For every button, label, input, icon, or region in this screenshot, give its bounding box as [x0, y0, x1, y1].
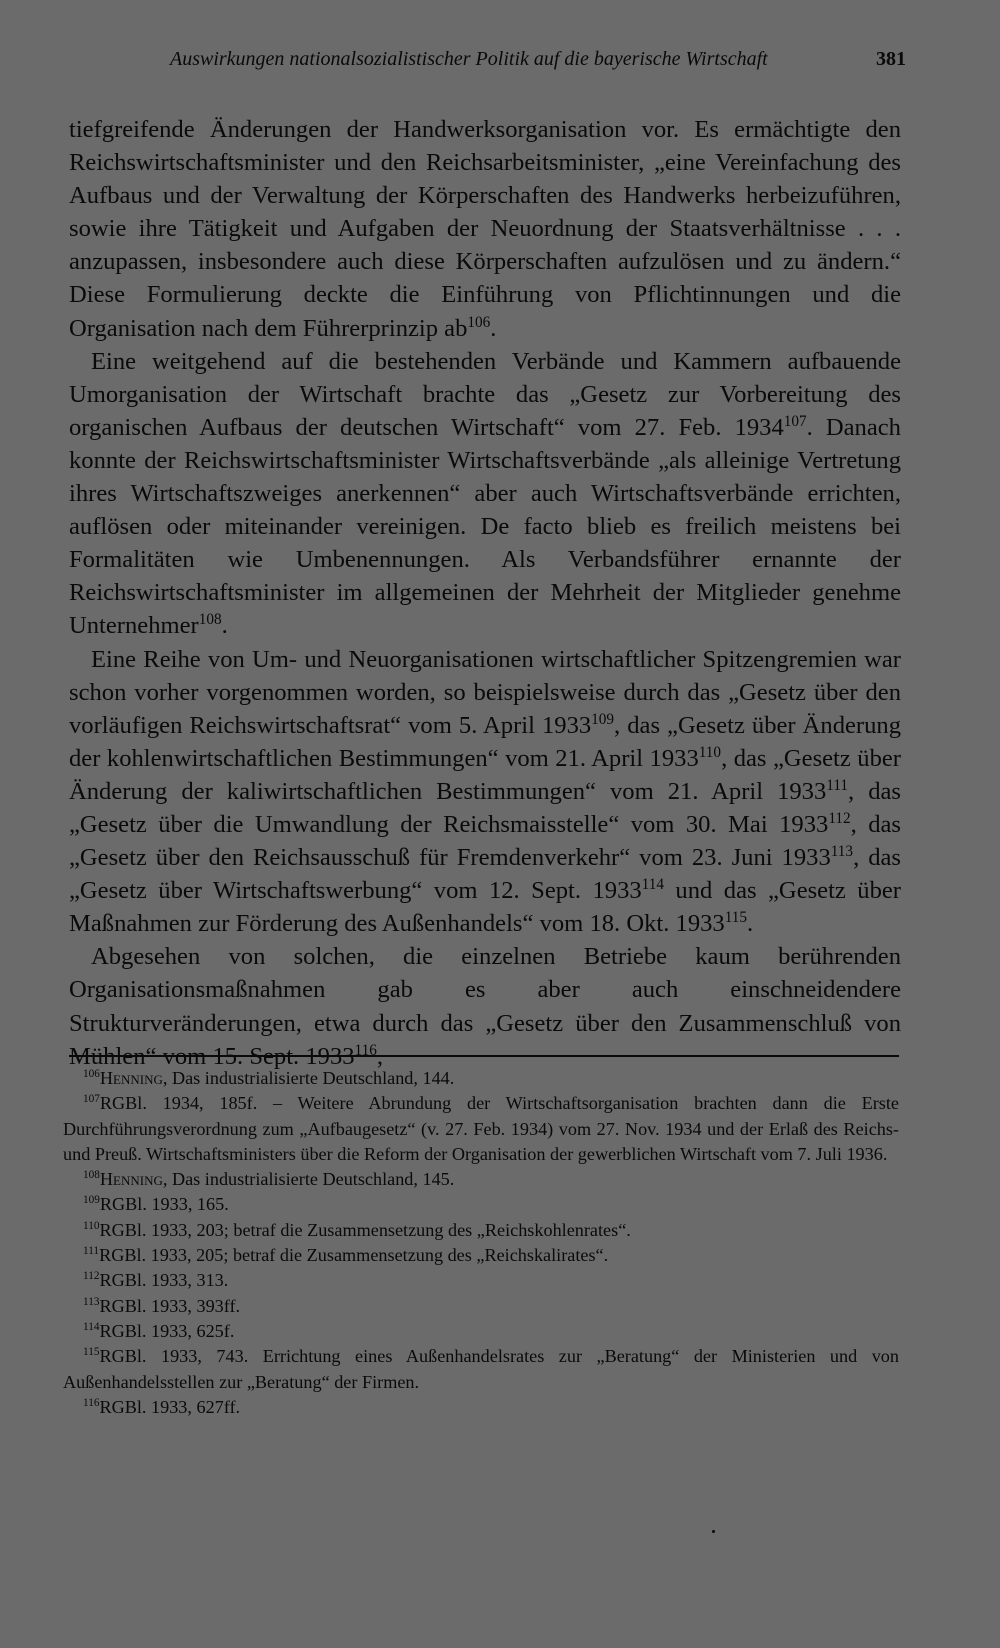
footnote-text: RGBl. 1933, 627ff. — [99, 1396, 241, 1417]
paragraph-text: , das „Gesetz über Änderung der kaliwirtschaftlichen Bestimmungen“ vom 21. April 1933 — [69, 744, 901, 805]
page-header — [170, 48, 906, 78]
footnote-ref: 107 — [783, 412, 807, 430]
footnote — [63, 1268, 899, 1293]
footnote — [63, 1294, 899, 1319]
footnote-ref: 108 — [198, 611, 222, 629]
paragraph-text: , das „Gesetz über Änderung der kohlenwirtschaftlichen Bestimmungen“ vom 21. April 1933 — [69, 711, 902, 772]
running-title: Auswirkungen nationalsozialistischer Politik auf die bayerische Wirtschaft — [170, 48, 768, 70]
paragraph-text: Abgesehen von solchen, die einzelnen Betriebe kaum berührenden Organisationsmaßnahmen gab es aber auch einschneidendere Strukturveränderungen, etwa durch das „Gesetz über den Zusammenschluß von Mühlen“ vom 15. Sept. 1933 — [69, 943, 901, 1070]
paragraph-text: . — [747, 910, 754, 938]
paragraph-text: , — [376, 1042, 384, 1070]
footnote — [63, 1344, 899, 1395]
footnote-text: RGBl. 1933, 205; betraf die Zusammensetzung des „Reichskalirates“. — [99, 1245, 609, 1266]
paragraph-text: und das „Gesetz über Maßnahmen zur Förderung des Außenhandels“ vom 18. Okt. 1933 — [69, 877, 901, 938]
body-text — [69, 113, 901, 1073]
footnote-author: Henning — [99, 1169, 163, 1190]
footnote-number: 109 — [83, 1194, 100, 1207]
footnote-number: 116 — [83, 1396, 100, 1409]
footnote-text: RGBl. 1933, 203; betraf die Zusammensetzung des „Reichskohlenrates“. — [99, 1219, 631, 1240]
footnote-text: RGBl. 1933, 165. — [99, 1194, 229, 1215]
paragraph — [69, 940, 901, 1072]
paragraph — [69, 113, 901, 345]
paragraph-text: , das „Gesetz über die Umwandlung der Reichsmaisstelle“ vom 30. Mai 1933 — [69, 777, 901, 838]
footnote-ref: 111 — [826, 776, 849, 794]
footnote-number: 107 — [83, 1093, 100, 1106]
footnote-ref: 116 — [354, 1041, 377, 1059]
footnote-number: 108 — [83, 1169, 100, 1182]
footnote-number: 111 — [83, 1245, 100, 1258]
paragraph-text: . Danach konnte der Reichswirtschaftsminister Wirtschaftsverbände „als alleinige Vertretung ihres Wirtschaftszweiges anerkennen“ aber auch Wirtschaftsverbände errichten, auflösen oder miteinander vereinigen. De facto blieb es freilich meistens bei Formalitäten wie Umbenennungen. Als Verbandsführer ernannte der Reichswirtschaftsminister im allgemeinen der Mehrheit der Mitglieder genehme Unternehmer — [69, 413, 901, 640]
footnote-ref: 106 — [467, 313, 491, 331]
footnote-ref: 109 — [591, 710, 615, 728]
footnote-ref: 113 — [830, 842, 854, 860]
print-speck — [712, 1530, 715, 1533]
page-number: 381 — [876, 48, 906, 70]
footnote-number: 115 — [83, 1346, 100, 1359]
footnote — [63, 1192, 899, 1217]
footnote-ref: 114 — [641, 875, 664, 893]
footnote — [63, 1091, 899, 1167]
paragraph-text: tiefgreifende Änderungen der Handwerksorganisation vor. Es ermächtigte den Reichswirtschaftsminister und den Reichsarbeitsminister, „eine Vereinfachung des Aufbaus und der Verwaltung der Körperschaften des Handwerks herbeizuführen, sowie ihre Tätigkeit und Aufgaben der Neuordnung der Staatsverhältnisse . . . anzupassen, insbesondere auch diese Körperschaften aufzulösen und zu ändern.“ Diese Formulierung deckte die Einführung von Pflichtinnungen und die Organisation nach dem Führerprinzip ab — [69, 116, 901, 342]
footnote-text: , Das industrialisierte Deutschland, 145. — [162, 1169, 455, 1190]
footnote-divider — [69, 1055, 899, 1057]
paragraph-text: . — [490, 314, 497, 342]
footnote-number: 106 — [83, 1067, 100, 1080]
footnote-text: RGBl. 1934, 185f. – Weitere Abrundung der Wirtschaftsorganisation brachten dann die Erste Durchführungsverordnung zum „Aufbaugesetz“ (v. 27. Feb. 1934) vom 27. Nov. 1934 und der Erlaß des Reichs- und Preuß. Wirtschaftsministers über die Reform der Organisation der gewerblichen Wirtschaft vom 7. Juli 1936. — [63, 1093, 899, 1164]
paragraph-text: , das „Gesetz über Wirtschaftswerbung“ vom 12. Sept. 1933 — [69, 844, 901, 905]
footnote — [63, 1395, 899, 1420]
footnote-number: 114 — [83, 1320, 100, 1333]
paragraph — [69, 345, 901, 643]
footnote-ref: 110 — [698, 743, 722, 761]
footnote — [63, 1319, 899, 1344]
paragraph-text: Eine weitgehend auf die bestehenden Verbände und Kammern aufbauende Umorganisation der Wirtschaft brachte das „Gesetz zur Vorbereitung des organischen Aufbaus der deutschen Wirtschaft“ vom 27. Feb. 1934 — [69, 347, 901, 441]
footnote — [63, 1066, 899, 1091]
paragraph-text: Eine Reihe von Um- und Neuorganisationen wirtschaftlicher Spitzengremien war schon vorher vorgenommen worden, so beispielsweise durch das „Gesetz über den vorläufigen Reichswirtschaftsrat“ vom 5. April 1933 — [69, 645, 901, 739]
footnotes — [63, 1066, 899, 1420]
paragraph-text: , das „Gesetz über den Reichsausschuß für Fremdenverkehr“ vom 23. Juni 1933 — [69, 810, 901, 872]
footnote-number: 110 — [83, 1219, 100, 1232]
footnote — [63, 1167, 899, 1192]
paragraph — [69, 643, 901, 941]
footnote-ref: 115 — [724, 909, 748, 927]
footnote — [63, 1218, 899, 1243]
footnote-text: RGBl. 1933, 625f. — [99, 1320, 235, 1341]
footnote-author: Henning — [99, 1068, 163, 1088]
footnote-text: RGBl. 1933, 313. — [99, 1270, 229, 1291]
footnote-text: RGBl. 1933, 393ff. — [99, 1295, 241, 1316]
footnote-text: RGBl. 1933, 743. Errichtung eines Außenhandelsrates zur „Beratung“ der Ministerien und von Außenhandelsstellen zur „Beratung“ der Firmen. — [63, 1346, 899, 1392]
footnote-number: 113 — [83, 1295, 100, 1308]
footnote-ref: 112 — [828, 809, 851, 827]
paragraph-text: . — [221, 612, 228, 640]
footnote-number: 112 — [83, 1270, 100, 1283]
footnote-text: , Das industrialisierte Deutschland, 144. — [162, 1068, 455, 1088]
footnote — [63, 1243, 899, 1268]
